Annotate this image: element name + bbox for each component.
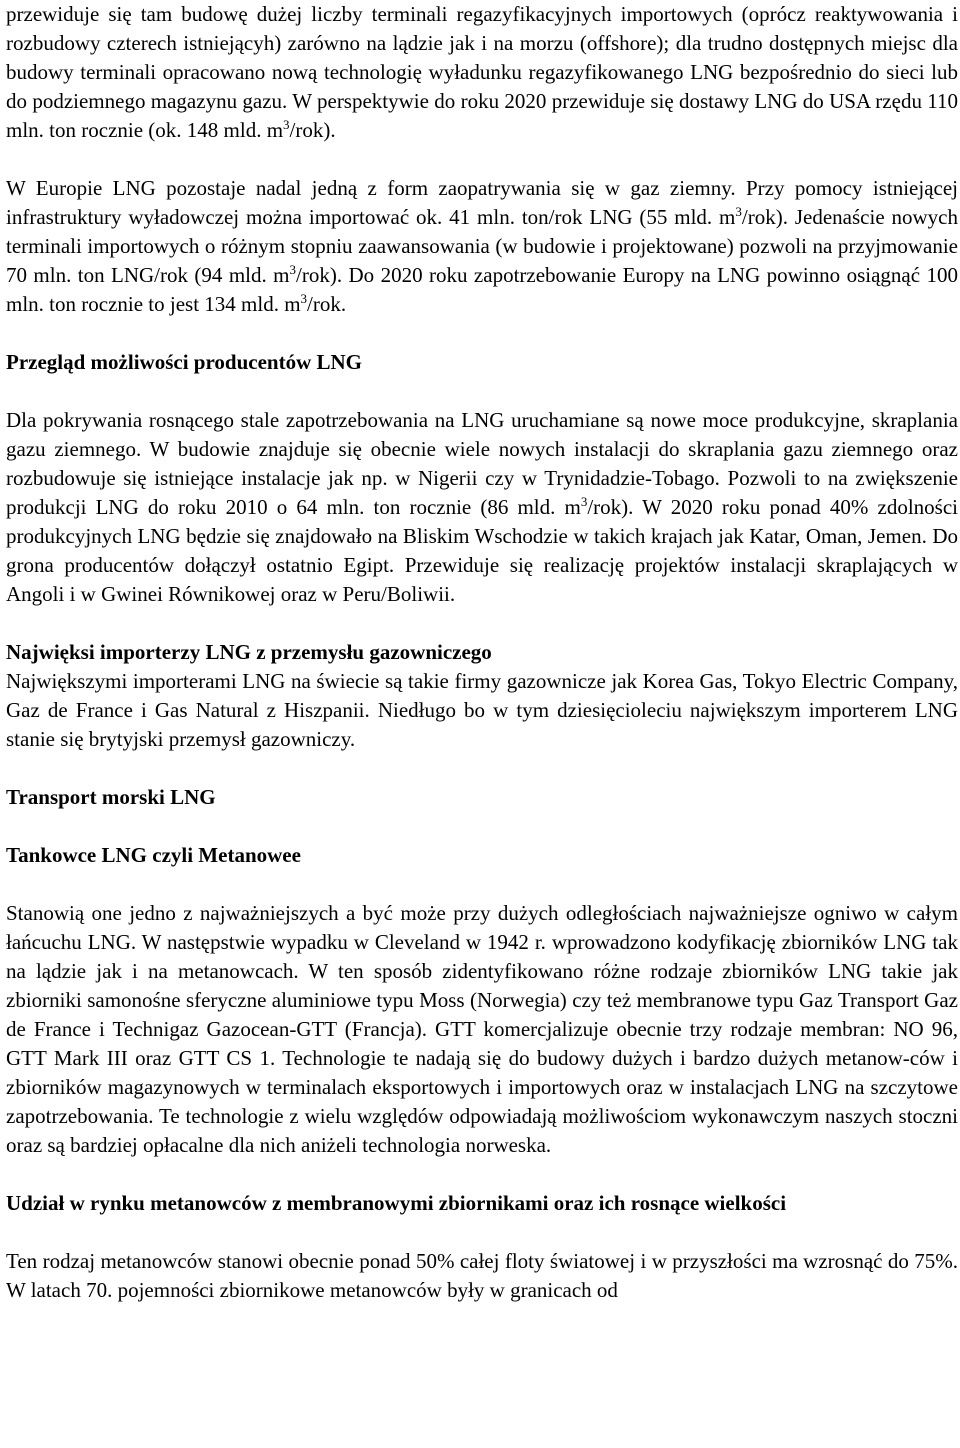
paragraph-tankers: Stanowią one jedno z najważniejszych a być może przy dużych odległościach najważniejsze ogniwo w całym łańcuchu LNG. W następstwie wypadku w Cleveland w 1942 r. wprowadzono kodyfikację zbiorników LNG tak na lądzie jak i na metanowcach. W ten sposób zidentyfikowano różne rodzaje zbiorników LNG takie jak zbiorniki samonośne sferyczne aluminiowe typu Moss (Norwegia) czy też membranowe typu Gaz Transport Gaz de France i Technigaz Gazocean-GTT (Francja). GTT komercjalizuje obecnie trzy rodzaje membran: NO 96, GTT Mark III oraz GTT CS 1. Technologie te nadają się do budowy dużych i bardzo dużych metanow-ców i zbiorników magazynowych w terminalach eksportowych i importowych oraz w instalacjach LNG na szczytowe zapotrzebowania. Te technologie z wielu względów odpowiadają możliwościom wykonawczym naszych stoczni oraz są bardziej opłacalne dla nich aniżeli technologia norweska. [6,901,958,1157]
heading-sea-transport: Transport morski LNG [6,785,216,809]
heading-membrane-share: Udział w rynku metanowców z membranowymi zbiornikami oraz ich rosnące wielkości [6,1191,787,1215]
heading-tankers: Tankowce LNG czyli Metanowee [6,843,301,867]
paragraph-importers: Największymi importerami LNG na świecie są takie firmy gazownicze jak Korea Gas, Tokyo Electric Company, Gaz de France i Gas Natural z Hiszpanii. Niedługo bo w tym dziesięcioleciu największym importerem LNG stanie się brytyjski przemysł gazowniczy. [6,669,958,751]
paragraph-usa-terminals: przewiduje się tam budowę dużej liczby terminali regazyfikacyjnych importowych (oprócz reaktywowania i rozbudowy czterech istniejącyh) zarówno na lądzie jak i na morzu (offshore); dla trudno dostępnych miejsc dla budowy terminali opracowano nową technologię wyładunku regazyfikowanego LNG bezpośrednio do sieci lub do podziemnego magazynu gazu. W perspektywie do roku 2020 przewiduje się dostawy LNG do USA rzędu 110 mln. ton rocznie (ok. 148 mld. $m^3/rok$). [6,2,958,142]
heading-importers: Najwięksi importerzy LNG z przemysłu gazowniczego [6,640,492,664]
heading-producers: Przegląd możliwości producentów LNG [6,350,362,374]
paragraph-membrane-share: Ten rodzaj metanowców stanowi obecnie ponad 50% całej floty światowej i w przyszłości ma wzrosnąć do 75%. W latach 70. pojemności zbiornikowe metanowców były w granicach od [6,1249,958,1302]
paragraph-producers: Dla pokrywania rosnącego stale zapotrzebowania na LNG uruchamiane są nowe moce produkcyjne, skraplania gazu ziemnego. W budowie znajduje się obecnie wiele nowych instalacji do skraplania gazu ziemnego oraz rozbudowuje się istniejące instalacje jak np. w Nigerii czy w Trynidadzie-Tobago. Pozwoli to na zwiększenie produkcji LNG do roku 2010 o 64 mln. ton rocznie (86 mld. $m^3/rok$). W 2020 roku ponad 40% zdolności produkcyjnych LNG będzie się znajdowało na Bliskim Wschodzie w takich krajach jak Katar, Oman, Jemen. Do grona producentów dołączył ostatnio Egipt. Przewiduje się realizację projektów instalacji skraplających w Angoli i w Gwinei Równikowej oraz w Peru/Boliwii. [6,408,958,606]
paragraph-europe-lng: W Europie LNG pozostaje nadal jedną z form zaopatrywania się w gaz ziemny. Przy pomocy istniejącej infrastruktury wyładowczej można importować ok. 41 mln. ton/rok LNG (55 mld. $m^3/rok$). Jedenaście nowych terminali importowych o różnym stopniu zaawansowania (w budowie i projektowane) pozwoli na przyjmowanie 70 mln. ton LNG/rok (94 mld. $m^3/rok$). Do 2020 roku zapotrzebowanie Europy na LNG powinno osiągnąć 100 mln. ton rocznie to jest 134 mld. $m^3$/rok. [6,176,958,316]
